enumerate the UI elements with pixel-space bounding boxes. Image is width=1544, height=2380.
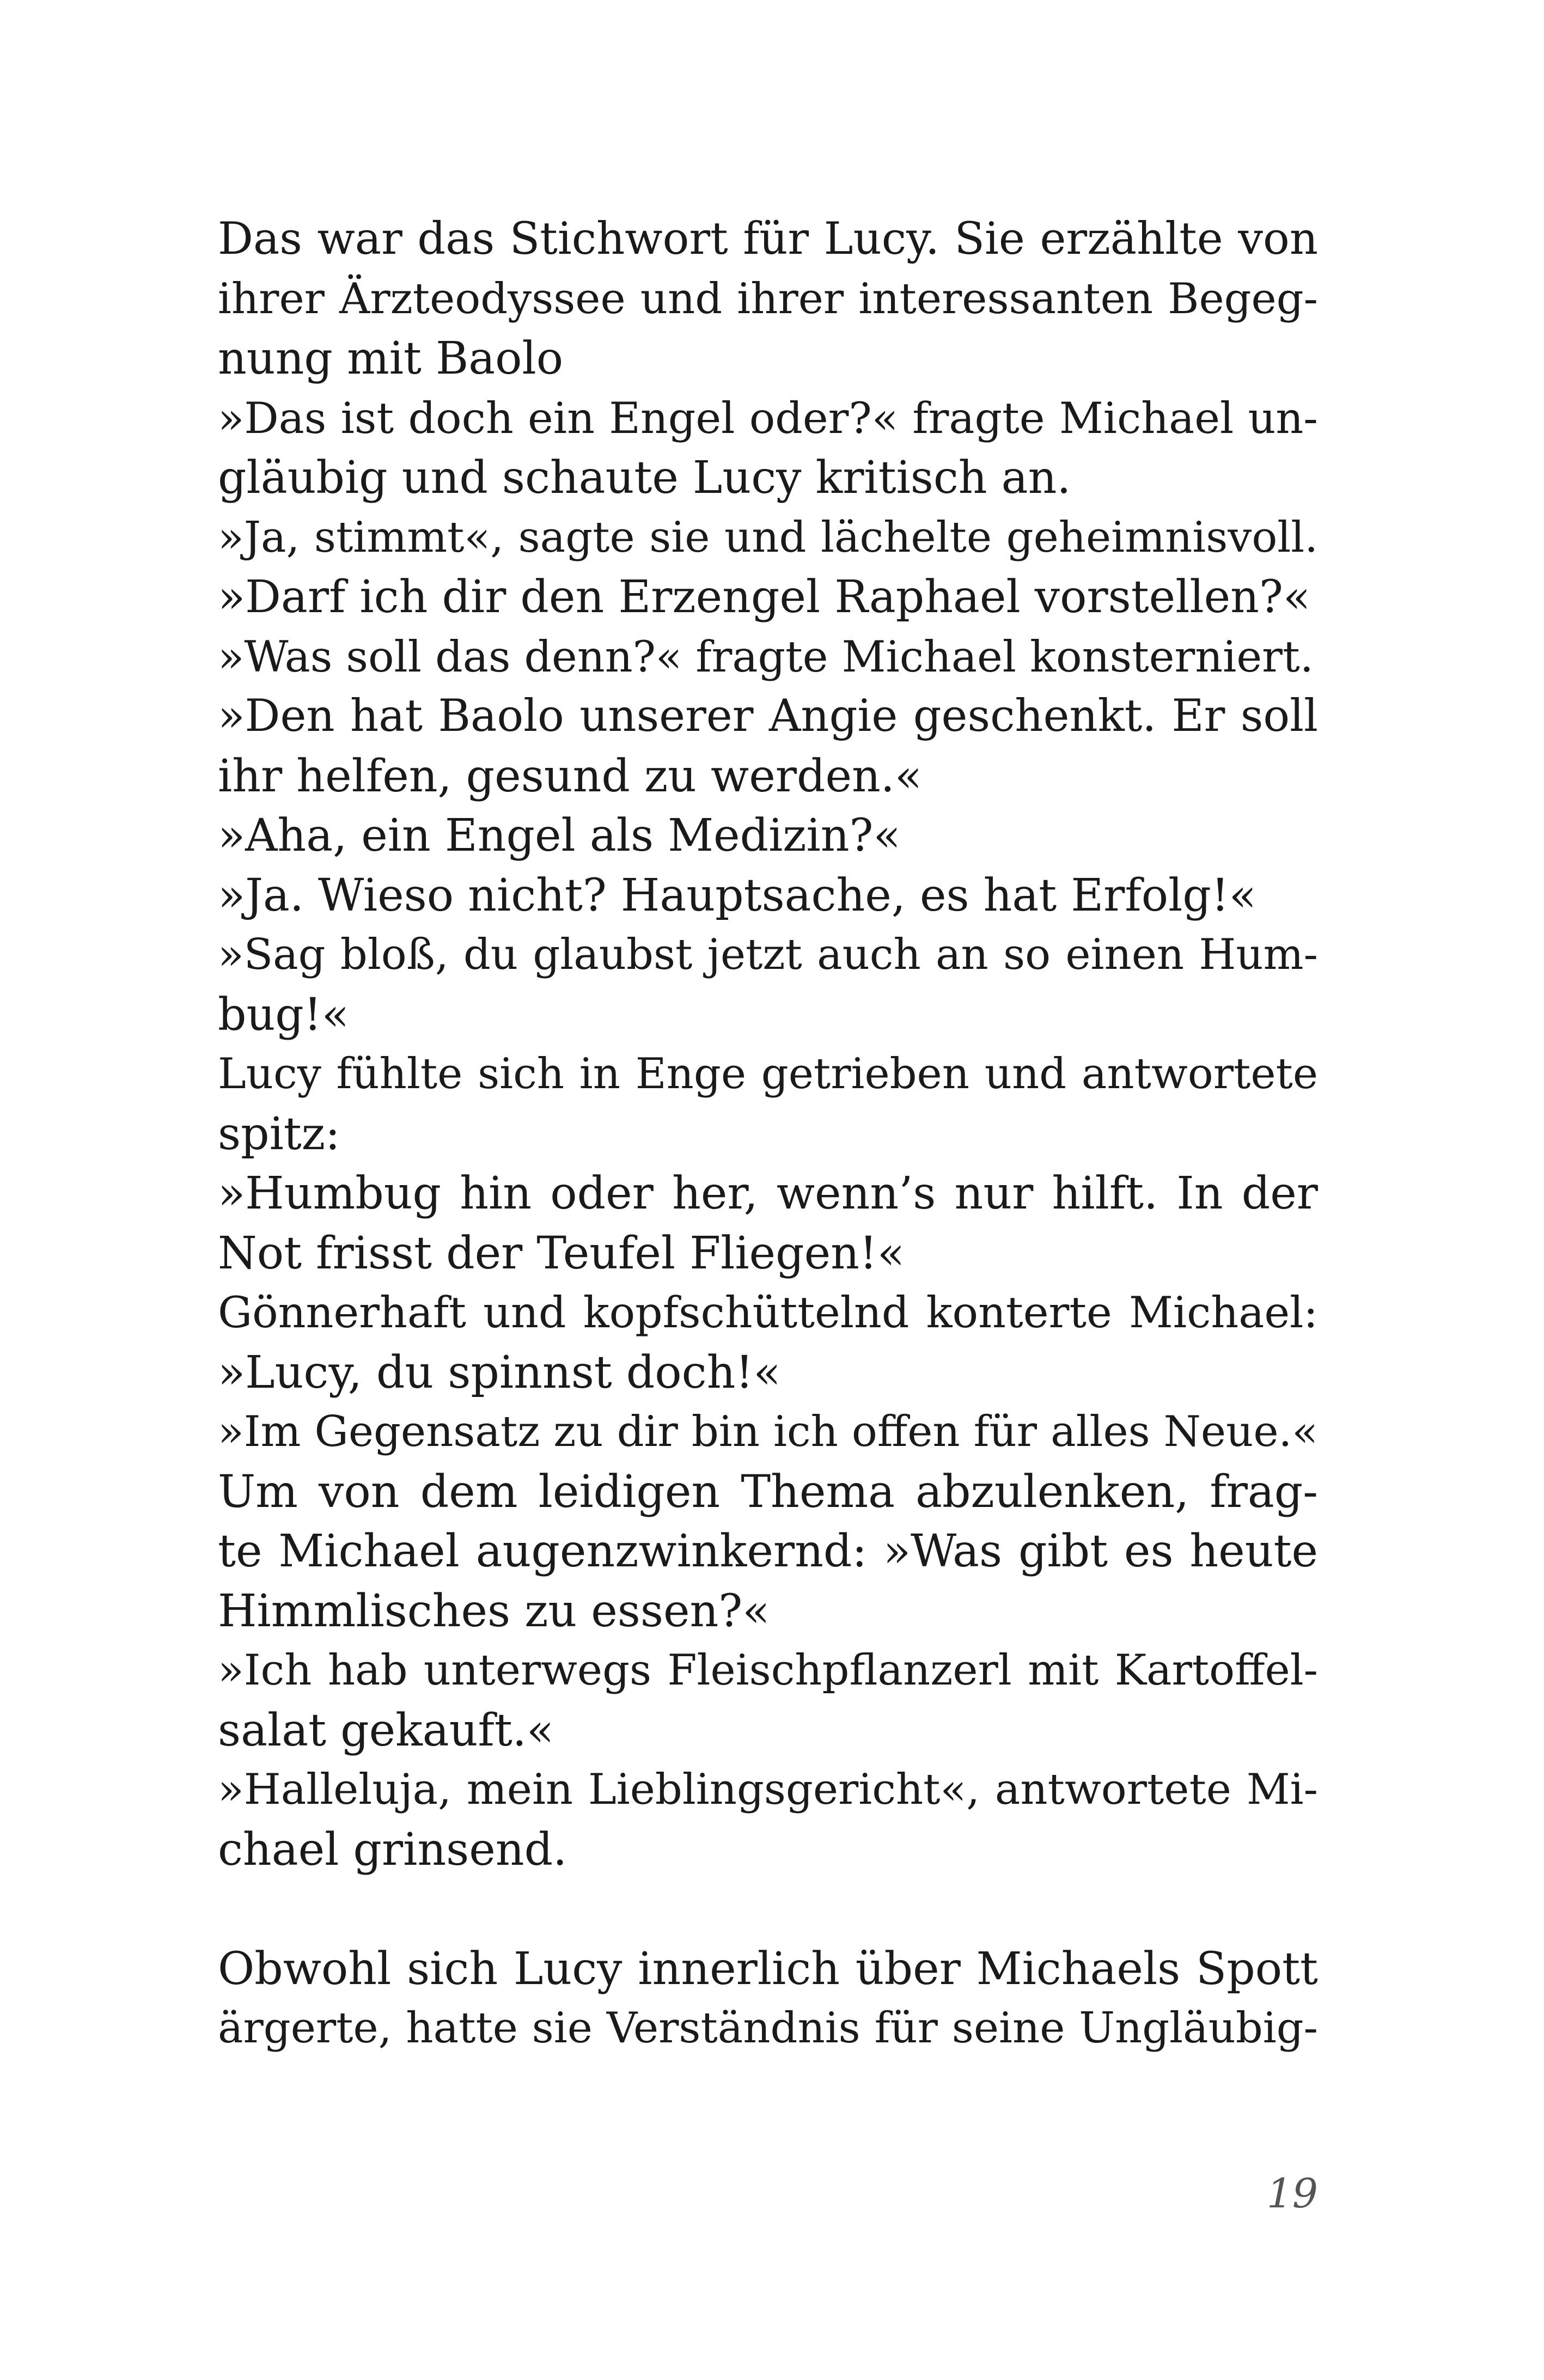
text-line: »Im Gegensatz zu dir bin ich offen für alles Neue.« (218, 1407, 1318, 1456)
text-line: nung mit Baolo (218, 333, 564, 385)
text-line: »Darf ich dir den Erzengel Raphael vorstellen?« (218, 571, 1311, 623)
text-line: »Humbug hin oder her, wenn’s nur hilft. In der (218, 1168, 1318, 1219)
text-line: Lucy fühlte sich in Enge getrieben und antwortete (218, 1049, 1318, 1099)
text-line: Gönnerhaft und kopfschüttelnd konterte Michael: (218, 1287, 1318, 1338)
text-line: »Halleluja, mein Lieblingsgericht«, antwortete Mi- (218, 1765, 1318, 1814)
text-line: chael grinsend. (218, 1823, 567, 1876)
text-line: gläubig und schaute Lucy kritisch an. (218, 452, 1071, 504)
text-line: te Michael augenzwinkernd: »Was gibt es heute (218, 1525, 1318, 1577)
text-line: salat gekauft.« (218, 1704, 554, 1756)
text-line: »Lucy, du spinnst doch!« (218, 1346, 781, 1399)
text-line: »Den hat Baolo unserer Angie geschenkt. Er soll (218, 691, 1318, 742)
text-line: »Ich hab unterwegs Fleischpflanzerl mit Kartoffel- (218, 1646, 1318, 1695)
text-line: »Das ist doch ein Engel oder?« fragte Michael un- (218, 393, 1318, 443)
text-line: ihrer Ärzteodyssee und ihrer interessanten Begeg- (218, 274, 1318, 324)
text-line: ihr helfen, gesund zu werden.« (218, 750, 923, 802)
text-line: Himmlisches zu essen?« (218, 1585, 770, 1637)
body-text (218, 210, 1318, 2059)
text-line: Das war das Stichwort für Lucy. Sie erzählte von (218, 213, 1318, 265)
text-line: »Ja. Wieso nicht? Hauptsache, es hat Erfolg!« (218, 869, 1256, 922)
text-line: bug!« (218, 988, 349, 1041)
text-line: »Aha, ein Engel als Medizin?« (218, 810, 901, 862)
page-number: 19 (1266, 2170, 1318, 2217)
text-line: ärgerte, hatte sie Verständnis für seine Ungläubig- (218, 2004, 1318, 2053)
text-line: Not frisst der Teufel Fliegen!« (218, 1227, 905, 1279)
text-line: spitz: (218, 1108, 340, 1160)
paragraph-gap (218, 1879, 1318, 1939)
text-line: »Was soll das denn?« fragte Michael konsterniert. (218, 631, 1314, 682)
text-line: »Sag bloß, du glaubst jetzt auch an so einen Hum- (218, 930, 1318, 979)
text-line: »Ja, stimmt«, sagte sie und lächelte geheimnisvoll. (218, 512, 1318, 562)
text-line: Um von dem leidigen Thema abzulenken, frag- (218, 1466, 1318, 1518)
text-line: Obwohl sich Lucy innerlich über Michaels Spott (218, 1943, 1318, 1995)
